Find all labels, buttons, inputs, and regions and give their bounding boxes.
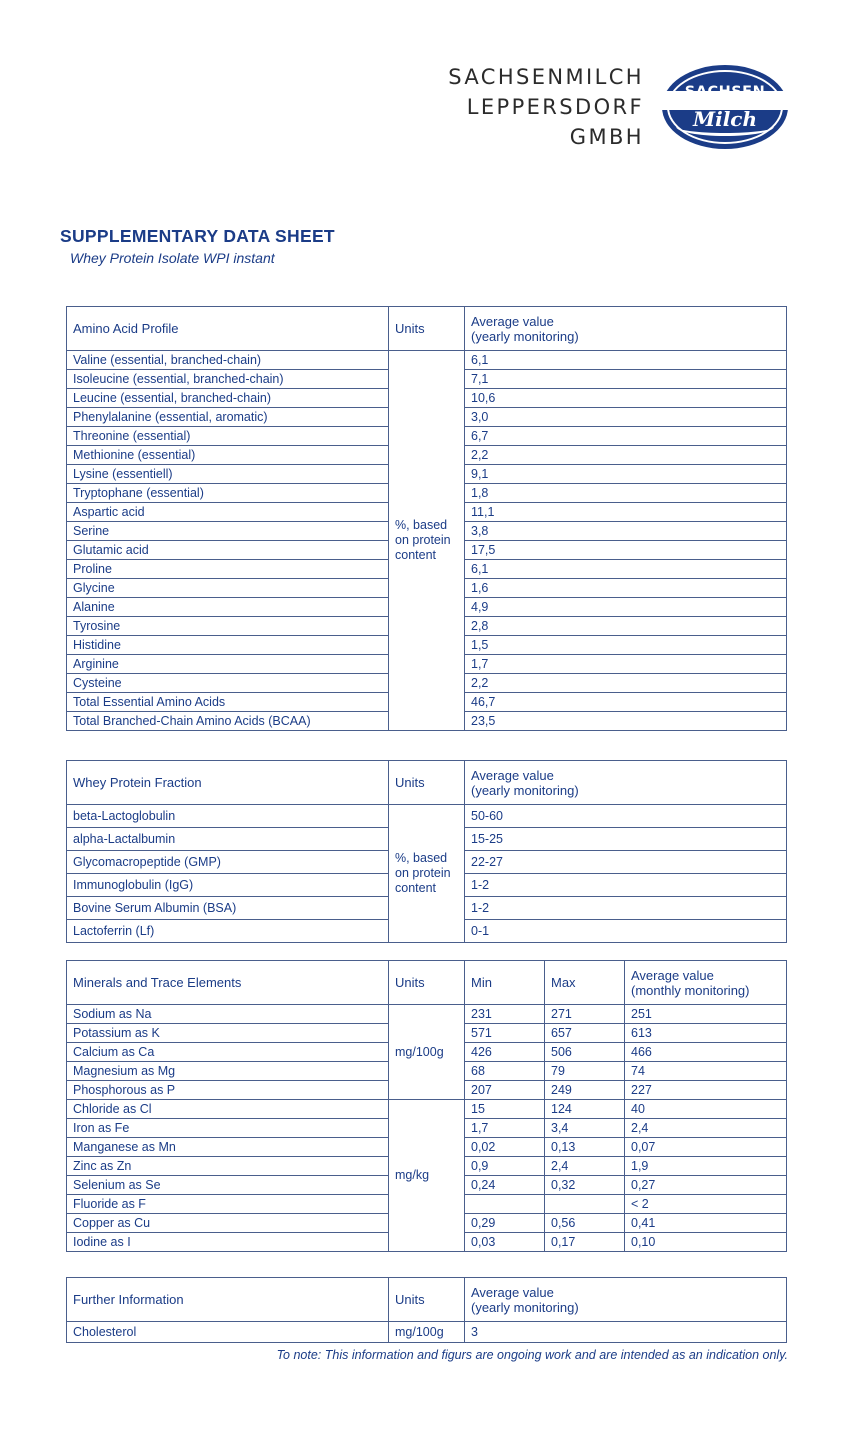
table-header-row [67,761,787,805]
fraction-name: Immunoglobulin (IgG) [67,874,389,897]
mineral-min: 426 [465,1043,545,1062]
table-row [67,1322,787,1343]
amino-value: 6,1 [465,351,787,370]
mineral-name: Iodine as I [67,1233,389,1252]
page-title: SUPPLEMENTARY DATA SHEET [60,226,335,246]
fraction-value: 1-2 [465,897,787,920]
amino-value: 11,1 [465,503,787,522]
header-minerals-value [625,961,787,1005]
table-header-row [67,1278,787,1322]
header-further-value-line1: Average value [471,1284,554,1300]
header-further-value-line2: (yearly monitoring) [471,1299,579,1315]
mineral-name: Selenium as Se [67,1176,389,1195]
mineral-min: 0,9 [465,1157,545,1176]
mineral-max: 79 [545,1062,625,1081]
fraction-name: Bovine Serum Albumin (BSA) [67,897,389,920]
mineral-avg: 40 [625,1100,787,1119]
mineral-min: 0,02 [465,1138,545,1157]
header-further-name: Further Information [67,1278,389,1322]
mineral-avg: 227 [625,1081,787,1100]
amino-acid-table-wrap [66,306,787,731]
amino-name: Lysine (essentiell) [67,465,389,484]
mineral-avg: 74 [625,1062,787,1081]
amino-name: Total Essential Amino Acids [67,693,389,712]
amino-value: 2,2 [465,446,787,465]
mineral-avg: 0,10 [625,1233,787,1252]
amino-name: Methionine (essential) [67,446,389,465]
header-minerals-name: Minerals and Trace Elements [67,961,389,1005]
amino-value: 10,6 [465,389,787,408]
mineral-avg: 1,9 [625,1157,787,1176]
fraction-name: beta-Lactoglobulin [67,805,389,828]
mineral-min: 0,29 [465,1214,545,1233]
further-information-table-wrap [66,1277,787,1343]
mineral-max: 3,4 [545,1119,625,1138]
whey-fraction-table [66,760,787,943]
amino-acid-table [66,306,787,731]
mineral-max: 249 [545,1081,625,1100]
table-row [67,351,787,370]
header-amino-value-line1: Average value [471,313,554,329]
mineral-min: 68 [465,1062,545,1081]
table-row [67,1005,787,1024]
mineral-min: 0,24 [465,1176,545,1195]
company-name-line-3: GMBH [569,125,644,149]
header-fraction-value-line1: Average value [471,767,554,783]
mineral-avg: < 2 [625,1195,787,1214]
mineral-name: Manganese as Mn [67,1138,389,1157]
mineral-max: 506 [545,1043,625,1062]
mineral-avg: 613 [625,1024,787,1043]
amino-value: 2,2 [465,674,787,693]
minerals-units-cell-2: mg/kg [389,1100,465,1252]
mineral-name: Iron as Fe [67,1119,389,1138]
logo-top-text: SACHSEN [684,84,766,100]
header-further-units: Units [389,1278,465,1322]
mineral-max: 0,13 [545,1138,625,1157]
amino-name: Isoleucine (essential, branched-chain) [67,370,389,389]
amino-value: 2,8 [465,617,787,636]
document-header [448,62,788,152]
mineral-max: 0,32 [545,1176,625,1195]
amino-name: Valine (essential, branched-chain) [67,351,389,370]
mineral-name: Sodium as Na [67,1005,389,1024]
mineral-max: 124 [545,1100,625,1119]
mineral-min: 15 [465,1100,545,1119]
amino-name: Arginine [67,655,389,674]
further-information-table [66,1277,787,1343]
logo-bottom-text: Milch [692,107,758,131]
amino-name: Glutamic acid [67,541,389,560]
footnote: To note: This information and figurs are ongoing work and are intended as an indication only. [276,1348,788,1362]
mineral-min: 0,03 [465,1233,545,1252]
mineral-max: 271 [545,1005,625,1024]
header-fraction-name: Whey Protein Fraction [67,761,389,805]
amino-value: 6,7 [465,427,787,446]
mineral-name: Calcium as Ca [67,1043,389,1062]
header-further-value [465,1278,787,1322]
mineral-name: Potassium as K [67,1024,389,1043]
header-minerals-units: Units [389,961,465,1005]
page-subtitle: Whey Protein Isolate WPI instant [70,250,275,266]
amino-name: Threonine (essential) [67,427,389,446]
mineral-min: 207 [465,1081,545,1100]
mineral-max: 657 [545,1024,625,1043]
amino-value: 3,8 [465,522,787,541]
whey-fraction-table-wrap [66,760,787,943]
header-amino-units: Units [389,307,465,351]
mineral-name: Copper as Cu [67,1214,389,1233]
mineral-avg: 0,27 [625,1176,787,1195]
further-name: Cholesterol [67,1322,389,1343]
amino-name: Glycine [67,579,389,598]
amino-value: 3,0 [465,408,787,427]
amino-name: Histidine [67,636,389,655]
mineral-name: Fluoride as F [67,1195,389,1214]
mineral-avg: 0,07 [625,1138,787,1157]
fraction-value: 1-2 [465,874,787,897]
mineral-avg: 251 [625,1005,787,1024]
header-amino-name: Amino Acid Profile [67,307,389,351]
table-row [67,1100,787,1119]
fraction-name: Glycomacropeptide (GMP) [67,851,389,874]
amino-name: Phenylalanine (essential, aromatic) [67,408,389,427]
fraction-value: 22-27 [465,851,787,874]
amino-value: 7,1 [465,370,787,389]
amino-units-cell: %, based on protein content [389,351,465,731]
fraction-units-cell: %, based on protein content [389,805,465,943]
company-name-line-2: LEPPERSDORF [466,95,644,119]
header-minerals-min: Min [465,961,545,1005]
mineral-avg: 2,4 [625,1119,787,1138]
amino-name: Tyrosine [67,617,389,636]
minerals-table [66,960,787,1252]
header-amino-value [465,307,787,351]
fraction-value: 50-60 [465,805,787,828]
amino-value: 1,8 [465,484,787,503]
header-fraction-value-line2: (yearly monitoring) [471,782,579,798]
fraction-name: alpha-Lactalbumin [67,828,389,851]
minerals-table-wrap [66,960,787,1252]
header-minerals-max: Max [545,961,625,1005]
amino-name: Tryptophane (essential) [67,484,389,503]
table-row [67,805,787,828]
mineral-avg: 0,41 [625,1214,787,1233]
header-fraction-units: Units [389,761,465,805]
amino-value: 17,5 [465,541,787,560]
minerals-units-cell-1: mg/100g [389,1005,465,1100]
amino-value: 4,9 [465,598,787,617]
header-amino-value-line2: (yearly monitoring) [471,328,579,344]
fraction-value: 15-25 [465,828,787,851]
fraction-value: 0-1 [465,920,787,943]
mineral-min: 1,7 [465,1119,545,1138]
amino-name: Total Branched-Chain Amino Acids (BCAA) [67,712,389,731]
amino-name: Alanine [67,598,389,617]
mineral-name: Zinc as Zn [67,1157,389,1176]
amino-name: Proline [67,560,389,579]
header-fraction-value [465,761,787,805]
mineral-min: 231 [465,1005,545,1024]
amino-value: 23,5 [465,712,787,731]
header-minerals-value-line2: (monthly monitoring) [631,982,750,998]
mineral-max: 0,56 [545,1214,625,1233]
mineral-avg: 466 [625,1043,787,1062]
table-header-row [67,961,787,1005]
mineral-name: Phosphorous as P [67,1081,389,1100]
amino-value: 6,1 [465,560,787,579]
mineral-min [465,1195,545,1214]
mineral-max: 2,4 [545,1157,625,1176]
amino-value: 1,7 [465,655,787,674]
company-name-line-1: SACHSENMILCH [448,65,644,89]
amino-name: Serine [67,522,389,541]
mineral-name: Magnesium as Mg [67,1062,389,1081]
amino-name: Leucine (essential, branched-chain) [67,389,389,408]
amino-value: 46,7 [465,693,787,712]
amino-value: 9,1 [465,465,787,484]
amino-name: Aspartic acid [67,503,389,522]
company-name [448,62,644,152]
mineral-name: Chloride as Cl [67,1100,389,1119]
amino-value: 1,5 [465,636,787,655]
table-header-row [67,307,787,351]
mineral-min: 571 [465,1024,545,1043]
header-minerals-value-line1: Average value [631,967,714,983]
mineral-max [545,1195,625,1214]
mineral-max: 0,17 [545,1233,625,1252]
amino-name: Cysteine [67,674,389,693]
amino-value: 1,6 [465,579,787,598]
sachsenmilch-logo [662,65,788,149]
further-value: 3 [465,1322,787,1343]
fraction-name: Lactoferrin (Lf) [67,920,389,943]
further-units: mg/100g [389,1322,465,1343]
